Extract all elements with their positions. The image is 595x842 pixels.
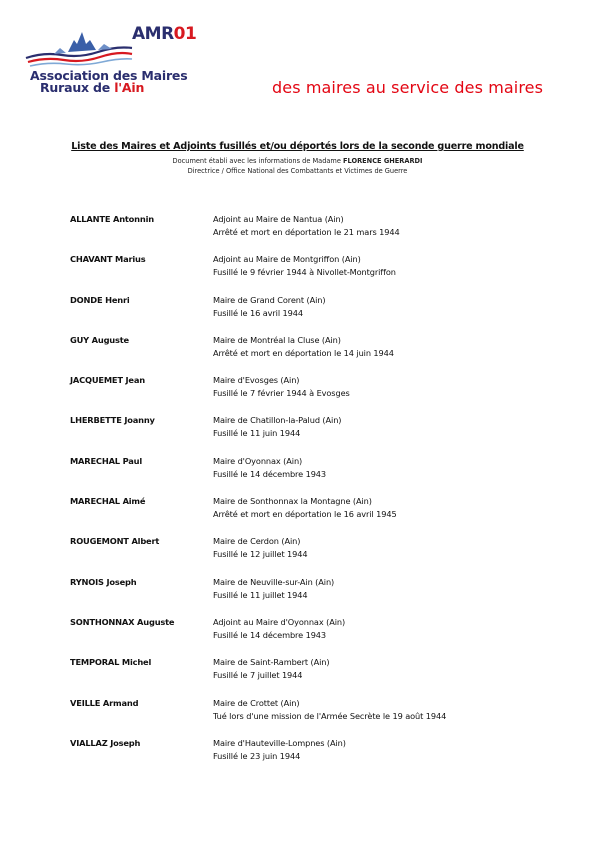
person-fate: Tué lors d'une mission de l'Armée Secrète le 19 août 1944	[213, 710, 447, 721]
person-fate: Fusillé le 9 février 1944 à Nivollet-Montgriffon	[213, 267, 396, 278]
person-fate: Fusillé le 14 décembre 1943	[213, 468, 327, 479]
list-item	[70, 214, 550, 254]
logo-brand: AMR01	[132, 24, 197, 44]
person-role: Maire de Neuville-sur-Ain (Ain)	[213, 576, 335, 587]
amr01-logo	[24, 22, 208, 106]
list-item	[70, 254, 550, 294]
victims-list	[70, 214, 550, 778]
person-fate: Arrêté et mort en déportation le 21 mars 1944	[213, 227, 400, 237]
document-source-office: Directrice / Office National des Combattants et Victimes de Guerre	[187, 167, 408, 175]
person-name: ALLANTE Antonnin	[70, 214, 154, 224]
person-role: Maire de Grand Corent (Ain)	[213, 294, 326, 305]
person-fate: Arrêté et mort en déportation le 16 avril 1945	[213, 509, 397, 520]
person-name: JACQUEMET Jean	[70, 375, 145, 386]
logo-line-1: Association des Maires	[30, 68, 188, 83]
person-role: Maire de Montréal la Cluse (Ain)	[213, 334, 341, 345]
list-item	[70, 657, 550, 697]
person-name: RYNOIS Joseph	[70, 576, 137, 587]
person-fate: Arrêté et mort en déportation le 14 juin 1944	[213, 347, 394, 358]
person-fate: Fusillé le 12 juillet 1944	[213, 549, 308, 560]
person-name: ROUGEMONT Albert	[70, 536, 160, 547]
person-fate: Fusillé le 16 avril 1944	[213, 307, 303, 318]
person-name: TEMPORAL Michel	[70, 657, 152, 668]
source-person-name: FLORENCE GHERARDI	[343, 157, 423, 165]
person-name: MARECHAL Aimé	[70, 496, 146, 507]
list-item	[70, 577, 550, 617]
list-item	[70, 738, 550, 778]
person-role: Maire de Chatillon-la-Palud (Ain)	[213, 415, 342, 426]
person-fate: Fusillé le 23 juin 1944	[213, 750, 301, 761]
person-name: VIALLAZ Joseph	[70, 737, 141, 748]
person-name: LHERBETTE Joanny	[70, 415, 155, 426]
list-item	[70, 496, 550, 536]
person-fate: Fusillé le 7 juillet 1944	[213, 670, 303, 681]
person-name: CHAVANT Marius	[70, 254, 146, 265]
logo-line-2: Ruraux de l'Ain	[40, 80, 145, 95]
list-item	[70, 375, 550, 415]
logo-association-name	[30, 70, 210, 94]
person-name: SONTHONNAX Auguste	[70, 616, 175, 627]
list-item	[70, 456, 550, 496]
person-role: Maire d'Oyonnax (Ain)	[213, 455, 303, 466]
person-fate: Fusillé le 11 juillet 1944	[213, 589, 308, 600]
person-role: Adjoint au Maire d'Oyonnax (Ain)	[213, 616, 346, 627]
list-item	[70, 295, 550, 335]
list-item	[70, 415, 550, 455]
person-role: Maire de Sonthonnax la Montagne (Ain)	[213, 496, 372, 507]
person-role: Maire d'Evosges (Ain)	[213, 375, 300, 386]
list-item	[70, 536, 550, 576]
person-name: DONDE Henri	[70, 294, 130, 305]
person-role: Maire de Cerdon (Ain)	[213, 536, 301, 547]
logo-landscape-graphic	[24, 22, 134, 68]
person-role: Maire de Saint-Rambert (Ain)	[213, 657, 330, 668]
person-name: GUY Auguste	[70, 334, 129, 345]
list-item	[70, 335, 550, 375]
list-item	[70, 698, 550, 738]
person-fate: Fusillé le 11 juin 1944	[213, 428, 301, 439]
person-role: Maire de Crottet (Ain)	[213, 697, 300, 708]
person-role: Adjoint au Maire de Montgriffon (Ain)	[213, 254, 361, 265]
person-fate: Fusillé le 7 février 1944 à Evosges	[213, 388, 350, 399]
list-item	[70, 617, 550, 657]
person-role: Maire d'Hauteville-Lompnes (Ain)	[213, 737, 346, 748]
document-source-line: Document établi avec les informations de Madame FLORENCE GHERARDI	[172, 157, 423, 165]
document-title: Liste des Maires et Adjoints fusillés et/ou déportés lors de la seconde guerre mondiale	[71, 141, 524, 152]
tagline: des maires au service des maires	[272, 78, 544, 97]
person-name: VEILLE Armand	[70, 697, 139, 708]
person-fate: Fusillé le 14 décembre 1943	[213, 629, 327, 640]
person-name: MARECHAL Paul	[70, 455, 142, 466]
person-role: Adjoint au Maire de Nantua (Ain)	[213, 214, 344, 224]
